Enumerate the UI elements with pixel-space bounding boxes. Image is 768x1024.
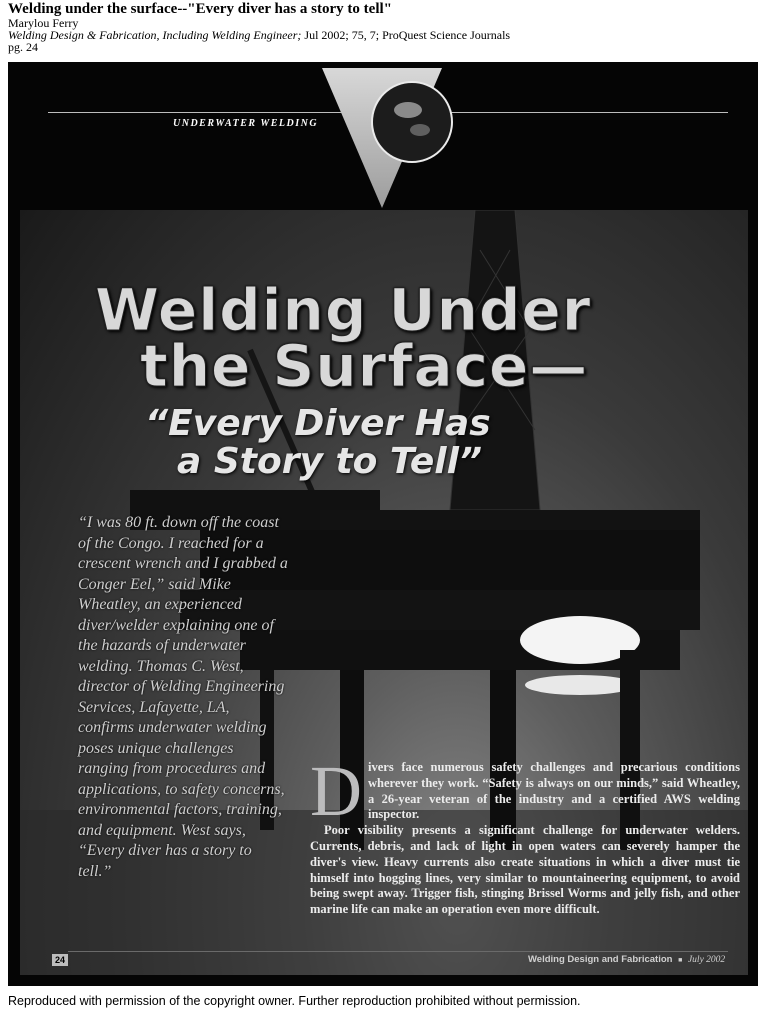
section-emblem: [320, 66, 470, 211]
page-footer: [528, 954, 725, 965]
citation-header: [8, 2, 758, 53]
body-paragraph-2: Poor visibility presents a significant challenge for underwater welders. Currents, debris, and lack of light in open waters can severely hamper the diver's view. Heavy currents also create situations in which a diver must tie himself into hogging lines, very similar to mountaineering equipment, to avoid being swept away. Trigger fish, stinging Brissel Worms and jelly fish, and other marine life can make an operation even more difficult.: [310, 823, 740, 917]
issue-date: July 2002: [687, 955, 726, 965]
footer-separator: ■: [678, 957, 683, 964]
article-body: [310, 751, 740, 918]
pull-quote: “I was 80 ft. down off the coast of the Congo. I reached for a crescent wrench and I grabbed a Conger Eel,” said Mike Wheatley, an experienced diver/welder explaining one of the hazards of underwater welding. Thomas C. West, director of Welding Engineering Services, Lafayette, LA, confirms underwater welding poses unique challenges ranging from procedures and applications, to safety concerns, environmental factors, training, and equipment. West says, “Every diver has a story to tell.”: [78, 514, 288, 880]
article-source: [8, 29, 758, 41]
body-paragraph-1: [310, 751, 740, 831]
article-title: Welding under the surface--"Every diver has a story to tell": [8, 1, 392, 17]
page-reference: pg. 24: [8, 40, 38, 54]
subheadline-line-1: “Every Diver Has: [145, 403, 491, 444]
headline-line-1: Welding Under: [95, 276, 592, 344]
oil-rig-photo: [20, 210, 748, 975]
footer-rule: [68, 951, 728, 952]
section-label: UNDERWATER WELDING: [173, 118, 319, 129]
magazine-page: [8, 62, 758, 986]
issue-details: Jul 2002; 75, 7; ProQuest Science Journals: [301, 28, 511, 42]
page-number: 24: [52, 954, 68, 966]
headline: [95, 276, 735, 400]
copyright-notice: Reproduced with permission of the copyright owner. Further reproduction prohibited without permission.: [8, 994, 581, 1008]
paragraph-1-text: ivers face numerous safety challenges and precarious conditions wherever they work. “Safety is always on our minds,” said Wheatley, a 26-year veteran of the industry and a certified AWS welding inspector.: [368, 760, 740, 822]
magazine-name: Welding Design and Fabrication: [528, 954, 673, 965]
drop-cap: D: [310, 751, 362, 831]
subheadline: [145, 405, 705, 481]
subheadline-line-2: a Story to Tell”: [177, 441, 483, 482]
article-author: Marylou Ferry: [8, 16, 79, 30]
headline-line-2: the Surface—: [140, 332, 589, 400]
journal-name: Welding Design & Fabrication, Including Welding Engineer;: [8, 28, 302, 42]
